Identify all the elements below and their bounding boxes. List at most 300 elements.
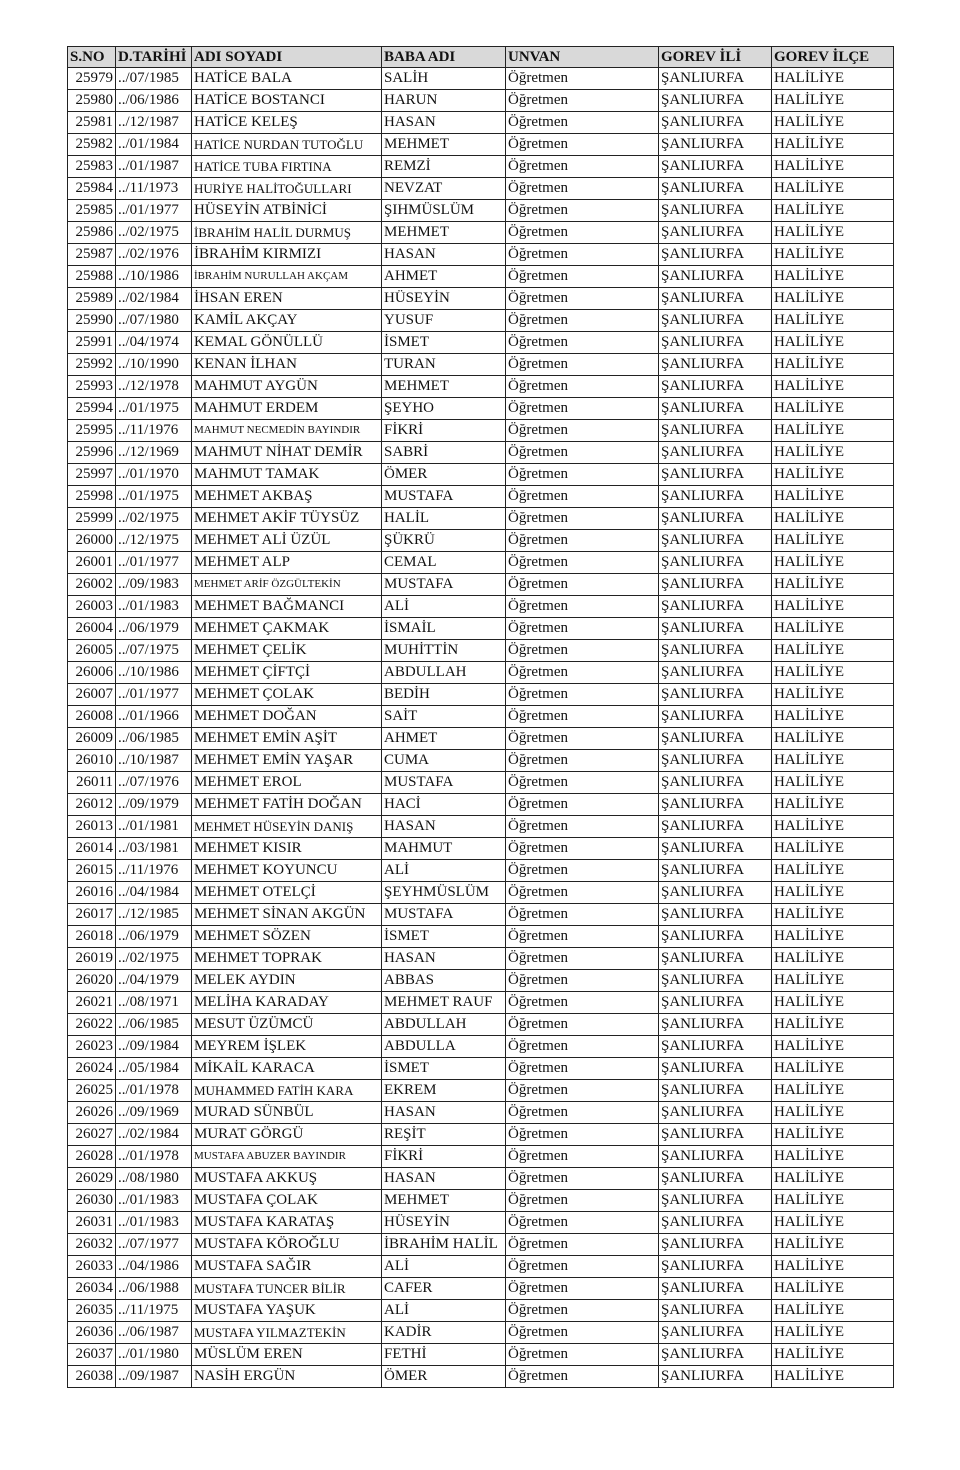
- duty-district-cell: HALİLİYE: [772, 970, 894, 992]
- duty-province-cell: ŞANLIURFA: [659, 90, 772, 112]
- full-name-cell: MEHMET KOYUNCU: [192, 860, 382, 882]
- duty-province-cell: ŞANLIURFA: [659, 926, 772, 948]
- duty-province-cell: ŞANLIURFA: [659, 442, 772, 464]
- full-name-cell: MELEK AYDIN: [192, 970, 382, 992]
- table-row: [68, 1036, 894, 1058]
- duty-province-cell: ŞANLIURFA: [659, 882, 772, 904]
- title-cell: Öğretmen: [506, 508, 659, 530]
- duty-district-cell: HALİLİYE: [772, 1234, 894, 1256]
- full-name-cell: MEHMET AKBAŞ: [192, 486, 382, 508]
- table-row: [68, 882, 894, 904]
- duty-province-cell: ŞANLIURFA: [659, 156, 772, 178]
- table-row: [68, 464, 894, 486]
- duty-province-cell: ŞANLIURFA: [659, 1300, 772, 1322]
- title-cell: Öğretmen: [506, 1234, 659, 1256]
- birth-date-cell: ../02/1984: [116, 288, 192, 310]
- duty-district-cell: HALİLİYE: [772, 178, 894, 200]
- full-name-cell: MEHMET BAĞMANCI: [192, 596, 382, 618]
- title-cell: Öğretmen: [506, 904, 659, 926]
- title-cell: Öğretmen: [506, 266, 659, 288]
- sno-cell: 25994: [68, 398, 116, 420]
- birth-date-cell: ../07/1975: [116, 640, 192, 662]
- duty-district-cell: HALİLİYE: [772, 860, 894, 882]
- birth-date-cell: ../07/1985: [116, 68, 192, 90]
- table-row: [68, 596, 894, 618]
- sno-cell: 26004: [68, 618, 116, 640]
- duty-district-cell: HALİLİYE: [772, 1366, 894, 1388]
- birth-date-cell: ../04/1984: [116, 882, 192, 904]
- father-name-cell: MEHMET RAUF: [382, 992, 506, 1014]
- title-cell: Öğretmen: [506, 684, 659, 706]
- birth-date-cell: ../04/1986: [116, 1256, 192, 1278]
- father-name-cell: ŞEYHO: [382, 398, 506, 420]
- sno-cell: 25992: [68, 354, 116, 376]
- full-name-cell: MAHMUT AYGÜN: [192, 376, 382, 398]
- birth-date-cell: ../12/1985: [116, 904, 192, 926]
- birth-date-cell: ../06/1979: [116, 926, 192, 948]
- table-row: [68, 1278, 894, 1300]
- full-name-cell: MELİHA KARADAY: [192, 992, 382, 1014]
- sno-header: S.NO: [68, 47, 116, 68]
- full-name-cell: İBRAHİM HALİL DURMUŞ: [192, 222, 382, 244]
- full-name-cell: MAHMUT TAMAK: [192, 464, 382, 486]
- father-name-cell: ÖMER: [382, 1366, 506, 1388]
- full-name-cell: MUHAMMED FATİH KARA: [192, 1080, 382, 1102]
- table-row: [68, 574, 894, 596]
- title-cell: Öğretmen: [506, 1058, 659, 1080]
- sno-cell: 26034: [68, 1278, 116, 1300]
- full-name-cell: MUSTAFA ABUZER BAYINDIR: [192, 1146, 382, 1168]
- sno-cell: 26020: [68, 970, 116, 992]
- duty-district-cell: HALİLİYE: [772, 354, 894, 376]
- father-name-cell: ŞEYHMÜSLÜM: [382, 882, 506, 904]
- duty-province-cell: ŞANLIURFA: [659, 618, 772, 640]
- sno-cell: 25996: [68, 442, 116, 464]
- birth-date-cell: ../01/1987: [116, 156, 192, 178]
- full-name-cell: MUSTAFA YAŞUK: [192, 1300, 382, 1322]
- birth-date-cell: ../09/1969: [116, 1102, 192, 1124]
- full-name-cell: MEHMET KISIR: [192, 838, 382, 860]
- full-name-cell: MURAD SÜNBÜL: [192, 1102, 382, 1124]
- birth-date-cell: ../10/1986: [116, 266, 192, 288]
- birth-date-cell: ../01/1980: [116, 1344, 192, 1366]
- father-name-cell: HASAN: [382, 948, 506, 970]
- table-row: [68, 1234, 894, 1256]
- table-row: [68, 904, 894, 926]
- father-name-cell: ALİ: [382, 1300, 506, 1322]
- title-cell: Öğretmen: [506, 728, 659, 750]
- sno-cell: 26028: [68, 1146, 116, 1168]
- title-cell: Öğretmen: [506, 618, 659, 640]
- full-name-cell: HATİCE NURDAN TUTOĞLU: [192, 134, 382, 156]
- birth-date-cell: ../10/1986: [116, 662, 192, 684]
- duty-district-cell: HALİLİYE: [772, 244, 894, 266]
- duty-district-cell: HALİLİYE: [772, 1014, 894, 1036]
- duty-province-cell: ŞANLIURFA: [659, 332, 772, 354]
- duty-district-cell: HALİLİYE: [772, 442, 894, 464]
- sno-cell: 25997: [68, 464, 116, 486]
- father-name-cell: FETHİ: [382, 1344, 506, 1366]
- father-name-cell: KADİR: [382, 1322, 506, 1344]
- full-name-cell: MEHMET SİNAN AKGÜN: [192, 904, 382, 926]
- title-cell: Öğretmen: [506, 112, 659, 134]
- title-cell: Öğretmen: [506, 574, 659, 596]
- table-row: [68, 728, 894, 750]
- table-row: [68, 178, 894, 200]
- duty-district-cell: HALİLİYE: [772, 1300, 894, 1322]
- title-cell: Öğretmen: [506, 596, 659, 618]
- father-name-cell: YUSUF: [382, 310, 506, 332]
- full-name-cell: MUSTAFA YILMAZTEKİN: [192, 1322, 382, 1344]
- duty-province-cell: ŞANLIURFA: [659, 1212, 772, 1234]
- birth-date-cell: ../03/1981: [116, 838, 192, 860]
- duty-province-cell: ŞANLIURFA: [659, 222, 772, 244]
- duty-district-cell: HALİLİYE: [772, 618, 894, 640]
- sno-cell: 25993: [68, 376, 116, 398]
- duty-district-cell: HALİLİYE: [772, 222, 894, 244]
- duty-district-cell: HALİLİYE: [772, 816, 894, 838]
- full-name-cell: MUSTAFA KARATAŞ: [192, 1212, 382, 1234]
- duty-district-cell: HALİLİYE: [772, 288, 894, 310]
- title-cell: Öğretmen: [506, 1168, 659, 1190]
- personnel-table: [67, 46, 894, 1388]
- table-row: [68, 794, 894, 816]
- father-name-cell: MEHMET: [382, 134, 506, 156]
- table-row: [68, 486, 894, 508]
- title-cell: Öğretmen: [506, 442, 659, 464]
- sno-cell: 26037: [68, 1344, 116, 1366]
- title-cell: Öğretmen: [506, 288, 659, 310]
- father-name-cell: HASAN: [382, 244, 506, 266]
- sno-cell: 26027: [68, 1124, 116, 1146]
- duty-district-cell: HALİLİYE: [772, 772, 894, 794]
- duty-district-cell: HALİLİYE: [772, 1036, 894, 1058]
- duty-district-cell: HALİLİYE: [772, 376, 894, 398]
- duty-district-cell: HALİLİYE: [772, 1278, 894, 1300]
- birth-date-cell: ../01/1984: [116, 134, 192, 156]
- full-name-cell: MEHMET ÇİFTÇİ: [192, 662, 382, 684]
- father-name-cell: AHMET: [382, 728, 506, 750]
- title-cell: Öğretmen: [506, 838, 659, 860]
- sno-cell: 26026: [68, 1102, 116, 1124]
- birth-date-cell: ../09/1984: [116, 1036, 192, 1058]
- sno-cell: 26015: [68, 860, 116, 882]
- duty-province-cell: ŞANLIURFA: [659, 310, 772, 332]
- father-name-cell: REŞİT: [382, 1124, 506, 1146]
- full-name-cell: MEHMET ALP: [192, 552, 382, 574]
- duty-province-cell: ŞANLIURFA: [659, 398, 772, 420]
- duty-province-cell: ŞANLIURFA: [659, 574, 772, 596]
- father-name-cell: HÜSEYİN: [382, 288, 506, 310]
- duty-province-cell: ŞANLIURFA: [659, 508, 772, 530]
- duty-province-cell: ŞANLIURFA: [659, 420, 772, 442]
- sno-cell: 26029: [68, 1168, 116, 1190]
- birth-date-header: D.TARİHİ: [116, 47, 192, 68]
- duty-province-cell: ŞANLIURFA: [659, 288, 772, 310]
- title-cell: Öğretmen: [506, 1300, 659, 1322]
- birth-date-cell: ../01/1975: [116, 486, 192, 508]
- table-row: [68, 1256, 894, 1278]
- duty-district-cell: HALİLİYE: [772, 530, 894, 552]
- father-name-cell: CAFER: [382, 1278, 506, 1300]
- full-name-cell: KEMAL GÖNÜLLÜ: [192, 332, 382, 354]
- birth-date-cell: ../12/1969: [116, 442, 192, 464]
- father-name-cell: ALİ: [382, 860, 506, 882]
- table-row: [68, 1300, 894, 1322]
- duty-province-cell: ŞANLIURFA: [659, 486, 772, 508]
- title-cell: Öğretmen: [506, 1190, 659, 1212]
- birth-date-cell: ../01/1970: [116, 464, 192, 486]
- table-row: [68, 640, 894, 662]
- title-cell: Öğretmen: [506, 750, 659, 772]
- duty-province-cell: ŞANLIURFA: [659, 772, 772, 794]
- title-cell: Öğretmen: [506, 1256, 659, 1278]
- father-name-cell: BEDİH: [382, 684, 506, 706]
- table-row: [68, 1080, 894, 1102]
- sno-cell: 26019: [68, 948, 116, 970]
- table-row: [68, 310, 894, 332]
- title-cell: Öğretmen: [506, 530, 659, 552]
- birth-date-cell: ../09/1987: [116, 1366, 192, 1388]
- sno-cell: 26021: [68, 992, 116, 1014]
- table-row: [68, 530, 894, 552]
- title-cell: Öğretmen: [506, 552, 659, 574]
- full-name-cell: HATİCE BALA: [192, 68, 382, 90]
- duty-province-cell: ŞANLIURFA: [659, 1036, 772, 1058]
- duty-province-cell: ŞANLIURFA: [659, 1234, 772, 1256]
- title-cell: Öğretmen: [506, 486, 659, 508]
- full-name-cell: İBRAHİM KIRMIZI: [192, 244, 382, 266]
- full-name-cell: MEHMET ÇELİK: [192, 640, 382, 662]
- title-cell: Öğretmen: [506, 992, 659, 1014]
- duty-district-cell: HALİLİYE: [772, 1212, 894, 1234]
- title-cell: Öğretmen: [506, 398, 659, 420]
- roster-sheet: [67, 46, 893, 1388]
- birth-date-cell: ../01/1978: [116, 1146, 192, 1168]
- duty-province-header: GOREV İLİ: [659, 47, 772, 68]
- duty-district-cell: HALİLİYE: [772, 684, 894, 706]
- sno-cell: 25979: [68, 68, 116, 90]
- title-cell: Öğretmen: [506, 420, 659, 442]
- father-name-cell: HACİ: [382, 794, 506, 816]
- full-name-cell: MÜSLÜM EREN: [192, 1344, 382, 1366]
- table-row: [68, 398, 894, 420]
- father-name-cell: MUSTAFA: [382, 486, 506, 508]
- table-row: [68, 244, 894, 266]
- full-name-cell: MAHMUT NECMEDİN BAYINDIR: [192, 420, 382, 442]
- duty-province-cell: ŞANLIURFA: [659, 178, 772, 200]
- father-name-cell: MEHMET: [382, 222, 506, 244]
- father-name-cell: FİKRİ: [382, 420, 506, 442]
- sno-cell: 26013: [68, 816, 116, 838]
- title-header: UNVAN: [506, 47, 659, 68]
- sno-cell: 26010: [68, 750, 116, 772]
- table-row: [68, 970, 894, 992]
- father-name-cell: ABDULLAH: [382, 662, 506, 684]
- birth-date-cell: ../08/1971: [116, 992, 192, 1014]
- duty-province-cell: ŞANLIURFA: [659, 1344, 772, 1366]
- father-name-cell: MUSTAFA: [382, 574, 506, 596]
- duty-province-cell: ŞANLIURFA: [659, 640, 772, 662]
- birth-date-cell: ../01/1977: [116, 684, 192, 706]
- duty-province-cell: ŞANLIURFA: [659, 1014, 772, 1036]
- duty-district-cell: HALİLİYE: [772, 728, 894, 750]
- table-row: [68, 750, 894, 772]
- table-row: [68, 552, 894, 574]
- table-row: [68, 860, 894, 882]
- birth-date-cell: ../06/1987: [116, 1322, 192, 1344]
- duty-district-cell: HALİLİYE: [772, 574, 894, 596]
- father-name-cell: MEHMET: [382, 376, 506, 398]
- full-name-cell: MEHMET OTELÇİ: [192, 882, 382, 904]
- birth-date-cell: ../06/1988: [116, 1278, 192, 1300]
- birth-date-cell: ../12/1987: [116, 112, 192, 134]
- duty-district-cell: HALİLİYE: [772, 662, 894, 684]
- full-name-cell: HATİCE KELEŞ: [192, 112, 382, 134]
- father-name-cell: ŞÜKRÜ: [382, 530, 506, 552]
- table-row: [68, 508, 894, 530]
- table-row: [68, 1146, 894, 1168]
- table-row: [68, 838, 894, 860]
- table-row: [68, 1058, 894, 1080]
- sno-cell: 26011: [68, 772, 116, 794]
- duty-province-cell: ŞANLIURFA: [659, 354, 772, 376]
- title-cell: Öğretmen: [506, 926, 659, 948]
- sno-cell: 26009: [68, 728, 116, 750]
- sno-cell: 25986: [68, 222, 116, 244]
- duty-province-cell: ŞANLIURFA: [659, 68, 772, 90]
- father-name-cell: ALİ: [382, 596, 506, 618]
- full-name-cell: HATİCE BOSTANCI: [192, 90, 382, 112]
- sno-cell: 26018: [68, 926, 116, 948]
- duty-province-cell: ŞANLIURFA: [659, 838, 772, 860]
- duty-province-cell: ŞANLIURFA: [659, 1278, 772, 1300]
- birth-date-cell: ../06/1986: [116, 90, 192, 112]
- full-name-cell: MEHMET HÜSEYİN DANIŞ: [192, 816, 382, 838]
- duty-district-cell: HALİLİYE: [772, 992, 894, 1014]
- duty-district-cell: HALİLİYE: [772, 1256, 894, 1278]
- full-name-cell: MUSTAFA ÇOLAK: [192, 1190, 382, 1212]
- title-cell: Öğretmen: [506, 222, 659, 244]
- father-name-cell: CUMA: [382, 750, 506, 772]
- full-name-cell: MEHMET EROL: [192, 772, 382, 794]
- father-name-cell: İSMET: [382, 926, 506, 948]
- title-cell: Öğretmen: [506, 1146, 659, 1168]
- sno-cell: 25999: [68, 508, 116, 530]
- duty-district-cell: HALİLİYE: [772, 420, 894, 442]
- duty-province-cell: ŞANLIURFA: [659, 662, 772, 684]
- table-row: [68, 772, 894, 794]
- birth-date-cell: ../07/1980: [116, 310, 192, 332]
- father-name-cell: TURAN: [382, 354, 506, 376]
- birth-date-cell: ../02/1975: [116, 508, 192, 530]
- table-row: [68, 1212, 894, 1234]
- duty-district-cell: HALİLİYE: [772, 926, 894, 948]
- full-name-cell: MEHMET AKİF TÜYSÜZ: [192, 508, 382, 530]
- duty-district-cell: HALİLİYE: [772, 706, 894, 728]
- birth-date-cell: ../02/1976: [116, 244, 192, 266]
- title-cell: Öğretmen: [506, 1278, 659, 1300]
- title-cell: Öğretmen: [506, 178, 659, 200]
- table-row: [68, 1168, 894, 1190]
- sno-cell: 26022: [68, 1014, 116, 1036]
- table-row: [68, 376, 894, 398]
- father-name-cell: İBRAHİM HALİL: [382, 1234, 506, 1256]
- duty-province-cell: ŞANLIURFA: [659, 134, 772, 156]
- father-name-cell: HARUN: [382, 90, 506, 112]
- father-name-cell: ÖMER: [382, 464, 506, 486]
- birth-date-cell: ../01/1983: [116, 1190, 192, 1212]
- duty-district-cell: HALİLİYE: [772, 750, 894, 772]
- full-name-header: ADI SOYADI: [192, 47, 382, 68]
- full-name-cell: İBRAHİM NURULLAH AKÇAM: [192, 266, 382, 288]
- sno-cell: 26001: [68, 552, 116, 574]
- title-cell: Öğretmen: [506, 948, 659, 970]
- duty-province-cell: ŞANLIURFA: [659, 530, 772, 552]
- title-cell: Öğretmen: [506, 1124, 659, 1146]
- title-cell: Öğretmen: [506, 156, 659, 178]
- full-name-cell: MAHMUT NİHAT DEMİR: [192, 442, 382, 464]
- father-name-cell: HALİL: [382, 508, 506, 530]
- father-name-cell: SAİT: [382, 706, 506, 728]
- sno-cell: 26024: [68, 1058, 116, 1080]
- duty-district-cell: HALİLİYE: [772, 310, 894, 332]
- duty-district-cell: HALİLİYE: [772, 552, 894, 574]
- title-cell: Öğretmen: [506, 354, 659, 376]
- full-name-cell: HATİCE TUBA FIRTINA: [192, 156, 382, 178]
- table-row: [68, 112, 894, 134]
- table-row: [68, 1124, 894, 1146]
- full-name-cell: MUSTAFA TUNCER BİLİR: [192, 1278, 382, 1300]
- duty-district-cell: HALİLİYE: [772, 838, 894, 860]
- birth-date-cell: ../12/1978: [116, 376, 192, 398]
- title-cell: Öğretmen: [506, 772, 659, 794]
- father-name-cell: ALİ: [382, 1256, 506, 1278]
- duty-province-cell: ŞANLIURFA: [659, 1190, 772, 1212]
- table-row: [68, 288, 894, 310]
- title-cell: Öğretmen: [506, 860, 659, 882]
- title-cell: Öğretmen: [506, 1344, 659, 1366]
- duty-province-cell: ŞANLIURFA: [659, 948, 772, 970]
- birth-date-cell: ../08/1980: [116, 1168, 192, 1190]
- table-row: [68, 816, 894, 838]
- father-name-cell: HASAN: [382, 1102, 506, 1124]
- title-cell: Öğretmen: [506, 200, 659, 222]
- table-row: [68, 420, 894, 442]
- sno-cell: 26030: [68, 1190, 116, 1212]
- sno-cell: 26033: [68, 1256, 116, 1278]
- birth-date-cell: ../02/1975: [116, 948, 192, 970]
- title-cell: Öğretmen: [506, 794, 659, 816]
- duty-province-cell: ŞANLIURFA: [659, 750, 772, 772]
- sno-cell: 26003: [68, 596, 116, 618]
- sno-cell: 26002: [68, 574, 116, 596]
- sno-cell: 25989: [68, 288, 116, 310]
- duty-province-cell: ŞANLIURFA: [659, 596, 772, 618]
- birth-date-cell: ../01/1978: [116, 1080, 192, 1102]
- birth-date-cell: ../10/1990: [116, 354, 192, 376]
- duty-province-cell: ŞANLIURFA: [659, 1168, 772, 1190]
- father-name-cell: ABBAS: [382, 970, 506, 992]
- full-name-cell: MURAT GÖRGÜ: [192, 1124, 382, 1146]
- sno-cell: 26005: [68, 640, 116, 662]
- full-name-cell: MAHMUT ERDEM: [192, 398, 382, 420]
- sno-cell: 26016: [68, 882, 116, 904]
- title-cell: Öğretmen: [506, 134, 659, 156]
- title-cell: Öğretmen: [506, 640, 659, 662]
- duty-province-cell: ŞANLIURFA: [659, 684, 772, 706]
- duty-province-cell: ŞANLIURFA: [659, 1322, 772, 1344]
